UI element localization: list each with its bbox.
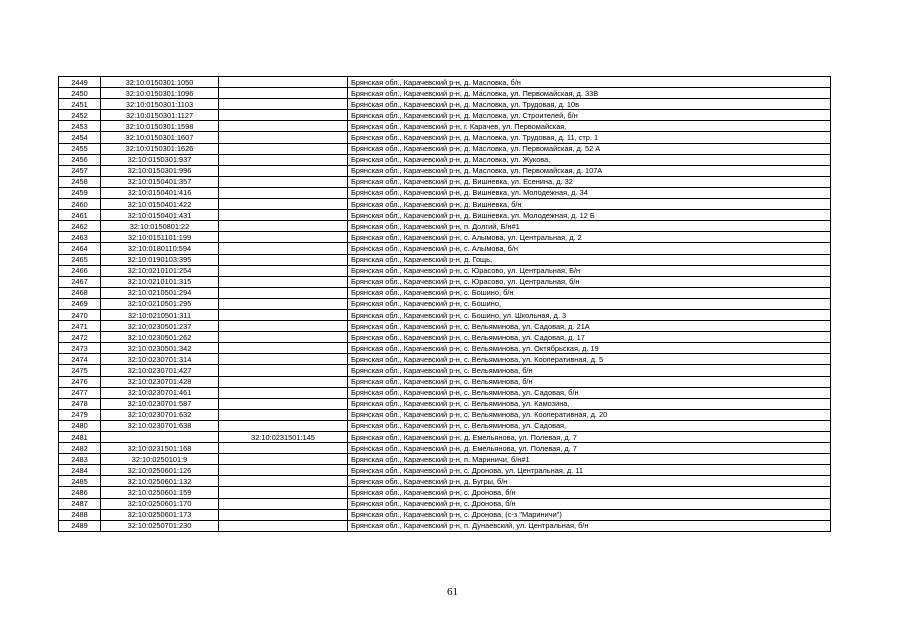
cadastral-number-alt	[219, 454, 348, 465]
address: Брянская обл., Карачевский р-н, д. Емельянова, ул. Полевая, д. 7	[348, 443, 831, 454]
table-row	[59, 520, 831, 531]
cadastral-number-alt	[219, 498, 348, 509]
cadastral-number-alt	[219, 509, 348, 520]
table-row	[59, 232, 831, 243]
cadastral-number-alt	[219, 143, 348, 154]
table-row	[59, 99, 831, 110]
cadastral-number: 32:10:0150301:996	[101, 165, 219, 176]
table-row	[59, 154, 831, 165]
cadastral-number-alt	[219, 132, 348, 143]
address: Брянская обл., Карачевский р-н, д. Масловка, ул. Трудовая, д. 10в	[348, 99, 831, 110]
address: Брянская обл., Карачевский р-н, с. Дронова, б/н	[348, 487, 831, 498]
address: Брянская обл., Карачевский р-н, д. Масловка, б/н	[348, 77, 831, 88]
cadastral-number-alt	[219, 487, 348, 498]
row-number: 2478	[59, 398, 101, 409]
cadastral-number-alt	[219, 287, 348, 298]
row-number: 2483	[59, 454, 101, 465]
table-row	[59, 88, 831, 99]
row-number: 2480	[59, 420, 101, 431]
table-row	[59, 132, 831, 143]
cadastral-number-alt	[219, 409, 348, 420]
table-row	[59, 409, 831, 420]
address: Брянская обл., Карачевский р-н, п. Долгий, Б/н#1	[348, 221, 831, 232]
address: Брянская обл., Карачевский р-н, д. Гощь,	[348, 254, 831, 265]
table-row	[59, 376, 831, 387]
cadastral-number-alt	[219, 387, 348, 398]
row-number: 2484	[59, 465, 101, 476]
address: Брянская обл., Карачевский р-н, с. Вельяминова, ул. Кооперативная, д. 5	[348, 354, 831, 365]
cadastral-number-alt	[219, 243, 348, 254]
table-row	[59, 110, 831, 121]
row-number: 2455	[59, 143, 101, 154]
cadastral-number: 32:10:0250601:159	[101, 487, 219, 498]
table-row	[59, 509, 831, 520]
row-number: 2474	[59, 354, 101, 365]
table-row	[59, 165, 831, 176]
address: Брянская обл., Карачевский р-н, с. Бошино, ул. Школьная, д. 3	[348, 309, 831, 320]
address: Брянская обл., Карачевский р-н, п. Мариничи, б/н#1	[348, 454, 831, 465]
row-number: 2489	[59, 520, 101, 531]
property-table	[58, 76, 831, 532]
cadastral-number-alt	[219, 298, 348, 309]
cadastral-number: 32:10:0190103:395	[101, 254, 219, 265]
cadastral-number-alt	[219, 321, 348, 332]
address: Брянская обл., Карачевский р-н, д. Масловка, ул. Жукова,	[348, 154, 831, 165]
cadastral-number-alt	[219, 77, 348, 88]
cadastral-number-alt	[219, 221, 348, 232]
table-row	[59, 432, 831, 443]
table-row	[59, 187, 831, 198]
table-row	[59, 454, 831, 465]
cadastral-number-alt	[219, 465, 348, 476]
row-number: 2472	[59, 332, 101, 343]
cadastral-number-alt: 32:10:0231501:145	[219, 432, 348, 443]
cadastral-number-alt	[219, 265, 348, 276]
cadastral-number-alt	[219, 476, 348, 487]
row-number: 2487	[59, 498, 101, 509]
row-number: 2466	[59, 265, 101, 276]
row-number: 2486	[59, 487, 101, 498]
row-number: 2481	[59, 432, 101, 443]
cadastral-number-alt	[219, 443, 348, 454]
table-row	[59, 498, 831, 509]
table-row	[59, 321, 831, 332]
table-body	[59, 77, 831, 532]
cadastral-number: 32:10:0250601:170	[101, 498, 219, 509]
row-number: 2449	[59, 77, 101, 88]
table-row	[59, 476, 831, 487]
cadastral-number-alt	[219, 520, 348, 531]
row-number: 2453	[59, 121, 101, 132]
cadastral-number-alt	[219, 354, 348, 365]
row-number: 2482	[59, 443, 101, 454]
row-number: 2468	[59, 287, 101, 298]
address: Брянская обл., Карачевский р-н, д. Масловка, ул. Первомайская, д. 33В	[348, 88, 831, 99]
cadastral-number: 32:10:0230701:427	[101, 365, 219, 376]
row-number: 2456	[59, 154, 101, 165]
cadastral-number: 32:10:0150401:422	[101, 199, 219, 210]
table-row	[59, 287, 831, 298]
cadastral-number-alt	[219, 365, 348, 376]
cadastral-number: 32:10:0210101:254	[101, 265, 219, 276]
cadastral-number: 32:10:0210501:311	[101, 309, 219, 320]
row-number: 2464	[59, 243, 101, 254]
cadastral-number: 32:10:0250601:132	[101, 476, 219, 487]
table-row	[59, 309, 831, 320]
table-row	[59, 243, 831, 254]
cadastral-number: 32:10:0150301:1096	[101, 88, 219, 99]
cadastral-number: 32:10:0150301:1626	[101, 143, 219, 154]
table-row	[59, 354, 831, 365]
cadastral-number-alt	[219, 176, 348, 187]
table-row	[59, 199, 831, 210]
table-row	[59, 210, 831, 221]
address: Брянская обл., Карачевский р-н, д. Емельянова, ул. Полевая, д. 7	[348, 432, 831, 443]
cadastral-number: 32:10:0230701:638	[101, 420, 219, 431]
address: Брянская обл., Карачевский р-н, с. Дронова, б/н	[348, 498, 831, 509]
table-row	[59, 387, 831, 398]
cadastral-number: 32:10:0230501:342	[101, 343, 219, 354]
address: Брянская обл., Карачевский р-н, с. Юрасово, ул. Центральная, б/н	[348, 276, 831, 287]
address: Брянская обл., Карачевский р-н, п. Дунаевский, ул. Центральная, б/н	[348, 520, 831, 531]
address: Брянская обл., Карачевский р-н, д. Вишневка, ул. Молодежная, д. 34	[348, 187, 831, 198]
address: Брянская обл., Карачевский р-н, с. Вельяминова, б/н	[348, 365, 831, 376]
row-number: 2463	[59, 232, 101, 243]
cadastral-number: 32:10:0210501:294	[101, 287, 219, 298]
row-number: 2467	[59, 276, 101, 287]
table-row	[59, 332, 831, 343]
address: Брянская обл., Карачевский р-н, с. Вельяминова, ул. Садовая, д. 21А	[348, 321, 831, 332]
address: Брянская обл., Карачевский р-н, с. Юрасово, ул. Центральная, Б/н	[348, 265, 831, 276]
cadastral-number: 32:10:0250601:126	[101, 465, 219, 476]
cadastral-number-alt	[219, 309, 348, 320]
row-number: 2458	[59, 176, 101, 187]
cadastral-number: 32:10:0150301:1050	[101, 77, 219, 88]
cadastral-number: 32:10:0150401:431	[101, 210, 219, 221]
row-number: 2485	[59, 476, 101, 487]
row-number: 2479	[59, 409, 101, 420]
row-number: 2450	[59, 88, 101, 99]
cadastral-number: 32:10:0230501:237	[101, 321, 219, 332]
address: Брянская обл., Карачевский р-н, с. Вельяминова, ул. Камозина,	[348, 398, 831, 409]
address: Брянская обл., Карачевский р-н, д. Масловка, ул. Первомайская, д. 107А	[348, 165, 831, 176]
cadastral-number-alt	[219, 110, 348, 121]
address: Брянская обл., Карачевский р-н, д. Масловка, ул. Трудовая, д. 11, стр. 1	[348, 132, 831, 143]
table-row	[59, 176, 831, 187]
address: Брянская обл., Карачевский р-н, д. Вишневка, ул. Молодежная, д. 12 Б	[348, 210, 831, 221]
row-number: 2475	[59, 365, 101, 376]
cadastral-number-alt	[219, 154, 348, 165]
table-row	[59, 398, 831, 409]
address: Брянская обл., Карачевский р-н, с. Вельяминова, ул. Садовая, б/н	[348, 387, 831, 398]
address: Брянская обл., Карачевский р-н, с. Вельяминова, ул. Кооперативная, д. 20	[348, 409, 831, 420]
row-number: 2460	[59, 199, 101, 210]
address: Брянская обл., Карачевский р-н, с. Бошино, б/н	[348, 287, 831, 298]
table-row	[59, 487, 831, 498]
cadastral-number: 32:10:0250701:230	[101, 520, 219, 531]
cadastral-number-alt	[219, 121, 348, 132]
row-number: 2461	[59, 210, 101, 221]
row-number: 2477	[59, 387, 101, 398]
row-number: 2473	[59, 343, 101, 354]
address: Брянская обл., Карачевский р-н, д. Бугры, б/н	[348, 476, 831, 487]
cadastral-number-alt	[219, 199, 348, 210]
table-row	[59, 465, 831, 476]
cadastral-number: 32:10:0230701:587	[101, 398, 219, 409]
cadastral-number: 32:10:0150301:1598	[101, 121, 219, 132]
table-row	[59, 265, 831, 276]
row-number: 2465	[59, 254, 101, 265]
cadastral-number: 32:10:0150401:416	[101, 187, 219, 198]
cadastral-number-alt	[219, 398, 348, 409]
cadastral-number-alt	[219, 276, 348, 287]
cadastral-number: 32:10:0210101:315	[101, 276, 219, 287]
cadastral-number: 32:10:0250601:173	[101, 509, 219, 520]
table-row	[59, 343, 831, 354]
address: Брянская обл., Карачевский р-н, с. Вельяминова, ул. Октябрьская, д. 19	[348, 343, 831, 354]
row-number: 2476	[59, 376, 101, 387]
table-row	[59, 121, 831, 132]
row-number: 2457	[59, 165, 101, 176]
cadastral-number-alt	[219, 343, 348, 354]
cadastral-number: 32:10:0150301:1607	[101, 132, 219, 143]
address: Брянская обл., Карачевский р-н, д. Вишневка, б/н	[348, 199, 831, 210]
cadastral-number: 32:10:0150301:937	[101, 154, 219, 165]
cadastral-number-alt	[219, 88, 348, 99]
cadastral-number: 32:10:0210501:295	[101, 298, 219, 309]
table-row	[59, 420, 831, 431]
row-number: 2469	[59, 298, 101, 309]
row-number: 2470	[59, 309, 101, 320]
cadastral-number: 32:10:0151101:199	[101, 232, 219, 243]
table-row	[59, 254, 831, 265]
address: Брянская обл., Карачевский р-н, с. Вельяминова, б/н	[348, 376, 831, 387]
cadastral-number-alt	[219, 332, 348, 343]
table-row	[59, 365, 831, 376]
address: Брянская обл., Карачевский р-н, д. Вишневка, ул. Есенина, д. 32	[348, 176, 831, 187]
table-row	[59, 77, 831, 88]
address: Брянская обл., Карачевский р-н, с. Вельяминова, ул. Садовая,	[348, 420, 831, 431]
row-number: 2471	[59, 321, 101, 332]
table-row	[59, 143, 831, 154]
address: Брянская обл., Карачевский р-н, с. Дронова, ул. Центральная, д. 11	[348, 465, 831, 476]
cadastral-number: 32:10:0230701:632	[101, 409, 219, 420]
cadastral-number: 32:10:0230701:428	[101, 376, 219, 387]
address: Брянская обл., Карачевский р-н, д. Масловка, ул. Первомайская, д. 52 А	[348, 143, 831, 154]
cadastral-number: 32:10:0230501:262	[101, 332, 219, 343]
address: Брянская обл., Карачевский р-н, д. Масловка, ул. Строителей, б/н	[348, 110, 831, 121]
cadastral-number-alt	[219, 99, 348, 110]
cadastral-number	[101, 432, 219, 443]
cadastral-number-alt	[219, 232, 348, 243]
address: Брянская обл., Карачевский р-н, г. Карачев, ул. Первомайская,	[348, 121, 831, 132]
cadastral-number: 32:10:0150401:357	[101, 176, 219, 187]
row-number: 2459	[59, 187, 101, 198]
cadastral-number-alt	[219, 165, 348, 176]
cadastral-number: 32:10:0150801:22	[101, 221, 219, 232]
cadastral-number-alt	[219, 187, 348, 198]
address: Брянская обл., Карачевский р-н, с. Вельяминова, ул. Садовая, д. 17	[348, 332, 831, 343]
table-row	[59, 443, 831, 454]
cadastral-number-alt	[219, 254, 348, 265]
address: Брянская обл., Карачевский р-н, с. Дронова, (с-з "Мариничи")	[348, 509, 831, 520]
address: Брянская обл., Карачевский р-н, с. Алымова, ул. Центральная, д. 2	[348, 232, 831, 243]
table-row	[59, 221, 831, 232]
cadastral-number: 32:10:0180110:594	[101, 243, 219, 254]
cadastral-number: 32:10:0150301:1103	[101, 99, 219, 110]
cadastral-number: 32:10:0230701:314	[101, 354, 219, 365]
cadastral-number: 32:10:0231501:168	[101, 443, 219, 454]
table-row	[59, 298, 831, 309]
row-number: 2452	[59, 110, 101, 121]
address: Брянская обл., Карачевский р-н, с. Бошино,	[348, 298, 831, 309]
cadastral-number: 32:10:0230701:461	[101, 387, 219, 398]
row-number: 2454	[59, 132, 101, 143]
cadastral-number-alt	[219, 376, 348, 387]
row-number: 2451	[59, 99, 101, 110]
row-number: 2488	[59, 509, 101, 520]
row-number: 2462	[59, 221, 101, 232]
table-row	[59, 276, 831, 287]
cadastral-number-alt	[219, 420, 348, 431]
cadastral-number-alt	[219, 210, 348, 221]
page-number: 61	[447, 586, 458, 598]
cadastral-number: 32:10:0150301:1127	[101, 110, 219, 121]
address: Брянская обл., Карачевский р-н, с. Алымова, б/н	[348, 243, 831, 254]
cadastral-number: 32:10:0250101:9	[101, 454, 219, 465]
